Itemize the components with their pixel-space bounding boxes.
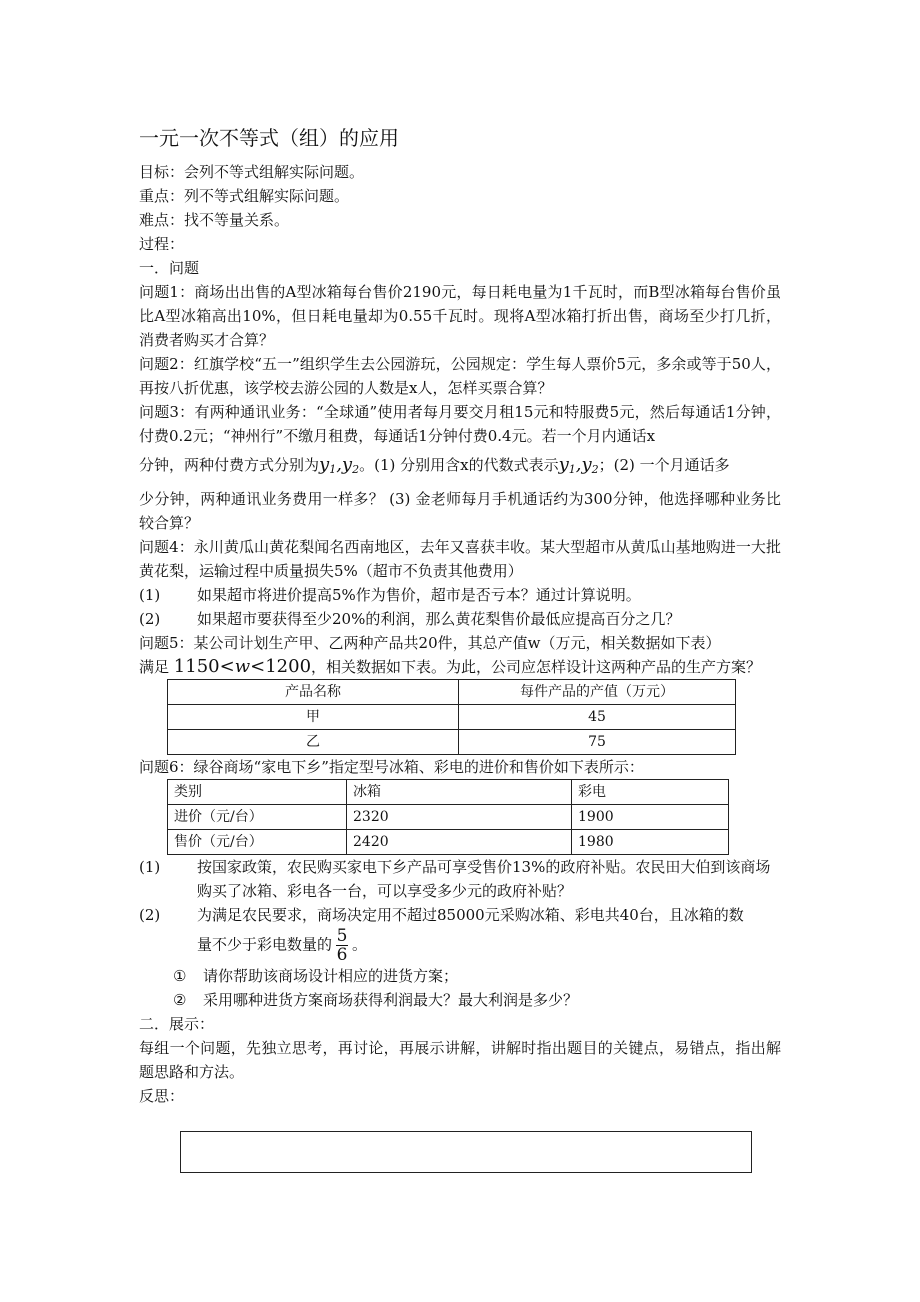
problem-3-part-c: 少分钟，两种通讯业务费用一样多？ (3) 金老师每月手机通话约为300分钟，他选择哪种业务比较合算？ bbox=[139, 490, 781, 532]
problem-3-part-b: 分钟，两种付费方式分别为$y_1,y_2$。(1) 分别用含x的代数式表示$y_1,y_2$；(2) 一个月通话多 bbox=[139, 454, 730, 476]
problem-6-item-1: (1) 按国家政策，农民购买家电下乡产品可享受售价13%的政府补贴。农民田大伯到该商场购买了冰箱、彩电各一台，可以享受多少元的政府补贴？ bbox=[139, 858, 771, 900]
table-header-row: 产品名称 每件产品的产值（万元） bbox=[168, 680, 736, 705]
problem-6-subitem-2: ② 采用哪种进货方案商场获得利润最大？最大利润是多少？ bbox=[173, 991, 579, 1009]
table-row: 售价（元/台） 2420 1980 bbox=[168, 830, 729, 855]
table-row: 甲 45 bbox=[168, 705, 736, 730]
problem-4-item-1: (1) 如果超市将进价提高5%作为售价，超市是否亏本？通过计算说明。 bbox=[139, 586, 641, 604]
key-point-line: 重点：列不等式组解实际问题。 bbox=[139, 187, 350, 205]
problem-6-subitem-1: ① 请你帮助该商场设计相应的进货方案； bbox=[173, 967, 459, 985]
math-y1-y2-repeat: $y_1,y_2$ bbox=[558, 454, 599, 476]
document-title: 一元一次不等式（组）的应用 bbox=[139, 126, 399, 150]
section-heading-display: 二．展示： bbox=[139, 1015, 215, 1033]
reflection-label: 反思： bbox=[139, 1087, 185, 1105]
fraction-five-sixths: $\frac{5}{6}$ bbox=[336, 926, 348, 965]
problem-4-intro: 问题4：永川黄瓜山黄花梨闻名西南地区，去年又喜获丰收。某大型超市从黄瓜山基地购进一大批黄花梨，运输过程中质量损失5%（超市不负责其他费用） bbox=[139, 538, 781, 580]
table-row: 乙 75 bbox=[168, 730, 736, 755]
section-heading-problems: 一．问题 bbox=[139, 259, 200, 277]
problem-3-part-a: 问题3：有两种通讯业务：“全球通”使用者每月要交月租15元和特服费5元，然后每通话1分钟，付费0.2元；“神州行”不缴月租费，每通话1分钟付费0.4元。若一个月内通话x bbox=[139, 403, 781, 445]
math-y1-y2: $y_1,y_2$ bbox=[319, 454, 360, 476]
appliance-price-table bbox=[167, 779, 729, 855]
problem-6-item-2-continued: 量不少于彩电数量的 $\frac{5}{6}$ 。 bbox=[197, 926, 368, 965]
display-instructions: 每组一个问题，先独立思考，再讨论，再展示讲解，讲解时指出题目的关键点，易错点，指出解题思路和方法。 bbox=[139, 1039, 781, 1081]
objective-line: 目标：会列不等式组解实际问题。 bbox=[139, 163, 365, 181]
math-inequality: 1150<w<1200 bbox=[173, 656, 312, 677]
table-header-row: 类别 冰箱 彩电 bbox=[168, 780, 729, 805]
difficulty-line: 难点：找不等量关系。 bbox=[139, 211, 290, 229]
table-row: 进价（元/台） 2320 1900 bbox=[168, 805, 729, 830]
problem-1: 问题1：商场出出售的A型冰箱每台售价2190元，每日耗电量为1千瓦时，而B型冰箱每台售价虽比A型冰箱高出10%，但日耗电量却为0.55千瓦时。现将A型冰箱打折出售，商场至少打几折，消费者购买才合算？ bbox=[139, 283, 781, 349]
document-content bbox=[139, 124, 781, 1108]
reflection-box[interactable] bbox=[180, 1131, 752, 1173]
problem-6-item-2: (2) 为满足农民要求，商场决定用不超过85000元采购冰箱、彩电共40台，且冰箱的数 bbox=[139, 906, 744, 924]
problem-2: 问题2：红旗学校“五一”组织学生去公园游玩，公园规定：学生每人票价5元，多余或等于50人，再按八折优惠，该学校去游公园的人数是x人，怎样买票合算？ bbox=[139, 355, 781, 397]
problem-6-intro: 问题6：绿谷商场“家电下乡”指定型号冰箱、彩电的进价和售价如下表所示： bbox=[139, 758, 644, 776]
problem-4-item-2: (2) 如果超市要获得至少20%的利润，那么黄花梨售价最低应提高百分之几？ bbox=[139, 610, 681, 628]
product-value-table bbox=[167, 679, 736, 755]
problem-5-part-a: 问题5：某公司计划生产甲、乙两种产品共20件，其总产值w（万元，相关数据如下表） bbox=[139, 634, 721, 652]
process-line: 过程： bbox=[139, 235, 185, 253]
problem-5-part-b: 满足 1150<w<1200，相关数据如下表。为此，公司应怎样设计这两种产品的生产方案？ bbox=[139, 656, 762, 677]
